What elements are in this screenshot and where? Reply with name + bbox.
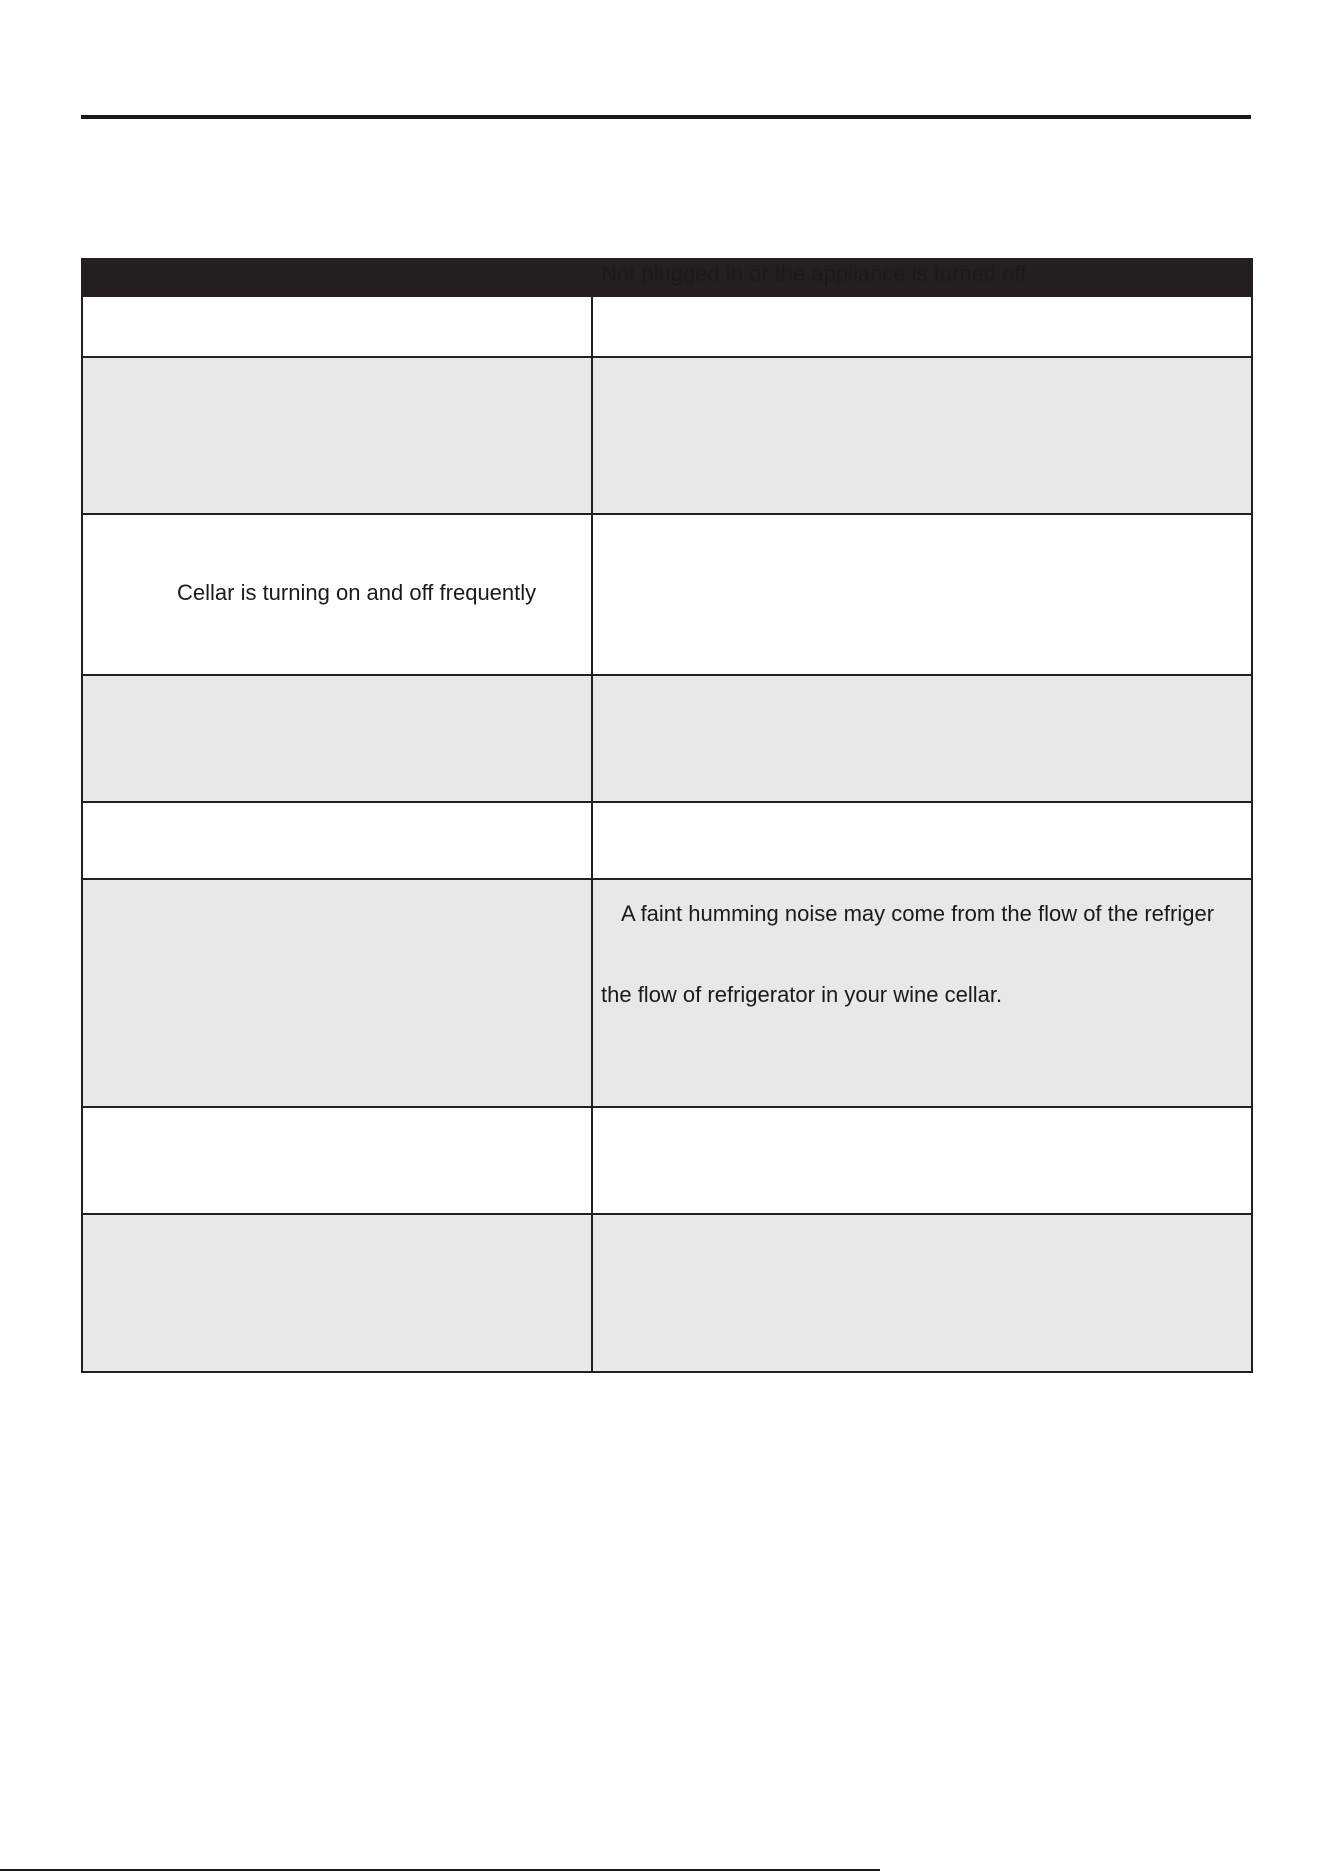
cause-cell <box>592 1107 1252 1214</box>
problem-cell <box>82 879 592 1107</box>
top-rule <box>81 115 1251 119</box>
problem-cell <box>82 1107 592 1214</box>
cause-cell <box>592 802 1252 879</box>
cause-text: Not plugged in or the appliance is turned off <box>601 261 1027 286</box>
column-header-problem <box>82 259 592 296</box>
table-row <box>82 1107 1252 1214</box>
problem-cell <box>82 802 592 879</box>
table-row <box>82 514 1252 675</box>
cause-cell <box>592 514 1252 675</box>
problem-cell <box>82 296 592 357</box>
cause-text-line-2: the flow of refrigerator in your wine cellar. <box>601 982 1003 1007</box>
problem-cell <box>82 357 592 514</box>
problem-cell <box>82 1214 592 1372</box>
table-row <box>82 296 1252 357</box>
footer-rule <box>0 1869 880 1871</box>
cause-cell <box>592 879 1252 1107</box>
troubleshooting-table <box>81 258 1253 1373</box>
table-row <box>82 879 1252 1107</box>
table-row <box>82 675 1252 802</box>
cause-cell <box>592 261 1252 357</box>
problem-text: Cellar is turning on and off frequently <box>177 579 537 605</box>
table-row <box>82 357 1252 514</box>
cause-cell <box>592 357 1252 514</box>
problem-cell <box>82 675 592 802</box>
table-row <box>82 802 1252 879</box>
table-row <box>82 1214 1252 1372</box>
problem-cell <box>82 514 592 675</box>
cause-cell <box>592 1214 1252 1372</box>
cause-cell <box>592 675 1252 802</box>
cause-text-line-1: A faint humming noise may come from the flow of the refriger <box>621 901 1215 926</box>
